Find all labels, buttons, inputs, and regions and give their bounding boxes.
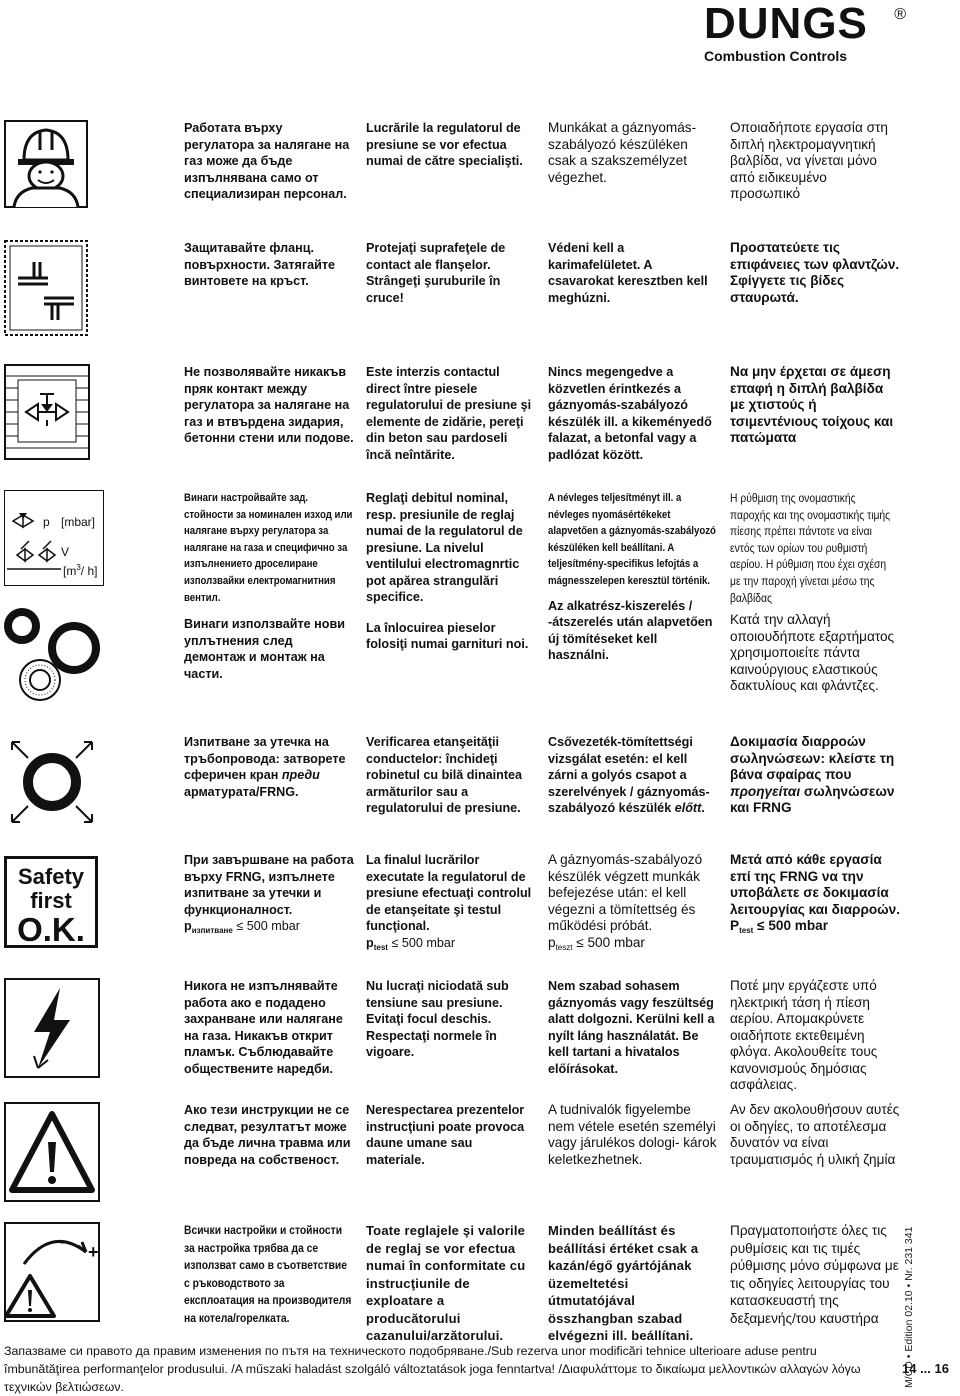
text-ro: Verificarea etanşeităţii conductelor: închideţi robinetul cu bilă dinaintea armăturilor sau a regulatorului de presiune. <box>366 735 523 815</box>
text-el: Δοκιμασία διαρροών σωληνώσεων: κλείστε τη βάνα σφαίρας που προηγείται σωληνώσεων και FRNG <box>730 734 895 815</box>
registered-mark: ® <box>894 6 906 23</box>
text-el: Μετά από κάθε εργασία επί της FRNG να την υποβάλετε σε δοκιμασία λειτουργίας και διαρροών. $P_{test} \le 500$ mbar <box>730 852 901 935</box>
text-ro: Toate reglajele şi valorile de reglaj se vor efectua numai în conformitate cu instrucţiunile de exploatare a producătorului cazanului/arzătorului. <box>366 1223 526 1343</box>
high-voltage-icon <box>4 978 100 1078</box>
text-bg: Винаги настройвайте зад. стойности за номинален изход или налягане върху регулатора за налягане на газа и специфично за изпълнението дроселиране използвайки електромагнитния вентил. Винаги използвайте нови уплътнения след демонтаж и монтаж на части. <box>184 492 353 681</box>
adjust-warning-icon <box>4 1222 100 1322</box>
safety-first-sign: Safety first O.K. <box>4 856 98 948</box>
text-hu: Nincs megengedve a közvetlen érintkezés a gáznyomás-szabályozó készülék ill. a kikeményedő falazat, a betonfal vagy a padlózat között. <box>548 365 712 462</box>
text-ro: Protejaţi suprafeţele de contact ale flanşelor. Strângeţi şuruburile în cruce! <box>366 241 506 305</box>
pressure-unit: [mbar] <box>61 515 96 529</box>
dungs-logo <box>704 0 906 64</box>
text-el: Αν δεν ακολουθήσουν αυτές οι οδηγίες, το αποτέλεσμα δυνατόν να είναι τραυματισμός ή υλική ζημία <box>730 1102 900 1167</box>
text-bg: Ако тези инструкции не се следват, резултатът може да бъде лична травма или повреда на собственост. <box>184 1103 351 1167</box>
page-number: 14 ... 16 <box>902 1361 949 1376</box>
warning-triangle-icon <box>4 1102 100 1202</box>
text-bg: Не позволявайте никакъв пряк контакт между регулатора за налягане на газ и втвърдена зидария, бетонни стени или подове. <box>184 365 354 445</box>
disclaimer-footer: Запазваме си правото да правим изменения по пътя на техническото подобряване./Sub rezerva unor modificări tehnice ulterioare aduse pentru îmbunătăţirea performanţelor produsului. /A műszaki haladást szolgáló változtatások joga fenntartva! /Διαφυλάττομε το δικαίωμα μελλοντικών αλλαγών λόγω τεχνικών βελτιώσεων. <box>4 1344 861 1394</box>
brand-subtitle: Combustion Controls <box>704 48 848 64</box>
text-el: Πραγματοποιήστε όλες τις ρυθμίσεις και τις τιμές ρύθμισης μόνο σύμφωνα με τις οδηγίες λειτουργίας του κατασκευαστή της δεξαμενής/του καυστήρα <box>730 1223 899 1326</box>
text-hu: A tudnivalók figyelembe nem vétele esetén személyi vagy járulékos dologi- károk keletkezhetnek. <box>548 1102 717 1167</box>
plus-label: + <box>88 1242 99 1262</box>
text-bg: Никога не изпълнявайте работа ако е подадено захранване или налягане на газа. Никакъв открит пламък. Съблюдавайте обществените наредби. <box>184 979 343 1076</box>
pressure-label: p <box>43 515 50 529</box>
text-ro: Nu lucraţi niciodată sub tensiune sau presiune. Evitaţi focul deschis. Respectaţi normele în vigoare. <box>366 979 509 1059</box>
text-el: Η ρύθμιση της ονομαστικής παροχής και της ονομαστικής τιμής πίεσης πρέπει πάντοτε να είναι εντός των ορίων του ρυθμιστή αερίου. Η ρύθμιση που έχει σχέση με την παροχή γίνεται μέσω της βαλβίδας Κατά την αλλαγή οποιουδήποτε εξαρτήματος χρησιμοποιείτε πάντα καινούργιους ελαστικούς δακτυλίους και φλάντζες. <box>730 491 895 694</box>
text-hu: Minden beállítást és beállítási értéket csak a kazán/égő gyártójának üzemeltetési útmutatójával összhangban szabad elvégezni ill. beállítani. <box>548 1223 699 1343</box>
gasket-rings-icon <box>4 608 100 704</box>
text-el: Να μην έρχεται σε άμεση επαφή η διπλή βαλβίδα με χτιστούς ή τσιμεντένιους τοίχους και πατώματα <box>730 364 894 445</box>
text-bg: Защитавайте фланц. повърхности. Затягайте винтовете на кръст. <box>184 241 336 288</box>
text-bg: Всички настройки и стойности за настройка трябва да се използват само в съответствие с ръководството за експлоатация на производителя на котела/горелката. <box>184 1223 352 1325</box>
text-hu: Nem szabad sohasem gáznyomás vagy feszültség alatt dolgozni. Kerülni kell a nyílt láng használatát. Be kell tartani a hivatalos előírásokat. <box>548 979 715 1076</box>
text-ro: Nerespectarea prezentelor instrucţiuni poate provoca daune umane sau materiale. <box>366 1103 525 1167</box>
text-hu: Csővezeték-tömítettségi vizsgálat esetén: el kell zárni a golyós csapot a szerelvények / gáznyomás-szabályozó készülék előtt. <box>548 735 710 815</box>
text-bg: Работата върху регулатора за налягане на газ може да бъде изпълнявана само от специализиран персонал. <box>184 121 350 201</box>
leak-test-icon <box>4 734 100 830</box>
text-bg: Изпитване за утечка на тръбопровода: затворете сферичен кран преди арматурата/FRNG. <box>184 735 346 799</box>
valve-wall-icon <box>4 364 90 460</box>
text-hu: A névleges teljesítményt ill. a névleges nyomásértékeket alapvetően a gáznyomás-szabályozó készüléken kell beállítani. A teljesítmény-specifikus lefojtás a mágnesszelepen keresztül történik. Az alkatrész-kiszerelés / -átszerelés után alapvetően új tömítéseket kell használni. <box>548 492 716 663</box>
adjust-symbol <box>4 1222 100 1322</box>
text-ro: La finalul lucrărilor executate la regulatorul de presiune efectuaţi controlul de etanşeitate şi testul funcţional. $p_{test} \le 500$ mbar <box>366 853 532 952</box>
brand-name: DUNGS <box>704 0 868 48</box>
text-ro: Lucrările la regulatorul de presiune se vor efectua numai de către specialişti. <box>366 121 523 168</box>
worker-helmet-icon <box>4 120 88 208</box>
flow-label: V <box>61 545 70 559</box>
text-bg: При завършване на работа върху FRNG, изпълнете изпитване за утечки и функционалност. $p_{изпитване} \le 500$ mbar <box>184 853 354 935</box>
flange-protect-icon <box>4 240 88 336</box>
pressure-flow-icon <box>4 490 104 586</box>
text-hu: A gáznyomás-szabályozó készülék végzett munkák befejezése után: el kell végezni a tömítettség és működési próbát. $p_{teszt} \le 500$ mbar <box>548 852 703 952</box>
text-ro: Este interzis contactul direct între piesele regulatorului de presiune şi elemente de zidărie, pereţi din beton sau pardoseli încă neîntărite. <box>366 365 532 462</box>
text-el: Προστατεύετε τις επιφάνειες των φλαντζών. Σφίγγετε τις βίδες σταυρωτά. <box>730 240 900 305</box>
text-hu: Munkákat a gáznyomás-szabályozó készüléken csak a szakszemélyzet végezhet. <box>548 120 697 185</box>
edition-side-text: M/CD • Edition 02.10 • Nr. 231 341 <box>903 1226 915 1388</box>
text-el: Οποιαδήποτε εργασία στη διπλή ηλεκτρομαγνητική βαλβίδα, να γίνεται μόνο από ειδικευμένο προσωπικό <box>730 120 888 201</box>
text-hu: Védeni kell a karimafelületet. A csavarokat keresztben kell meghúzni. <box>548 241 708 305</box>
flow-unit: [$m^3/$ h] <box>63 563 98 578</box>
text-el: Ποτέ μην εργάζεστε υπό ηλεκτρική τάση ή πίεση αερίου. Απομακρύνετε οιαδήποτε εκτεθειμένη φλόγα. Ακολουθείτε τους κανονισμούς δημόσιας ασφάλειας. <box>730 978 878 1092</box>
text-ro: Reglaţi debitul nominal, resp. presiunile de reglaj numai de la regulatorul de presiune. La nivelul ventilului electromagnrtic pot apărea strangulări specifice. La înlocuirea pieselor folosiţi numai garnituri noi. <box>366 491 529 651</box>
minus-label: – <box>60 1234 69 1251</box>
